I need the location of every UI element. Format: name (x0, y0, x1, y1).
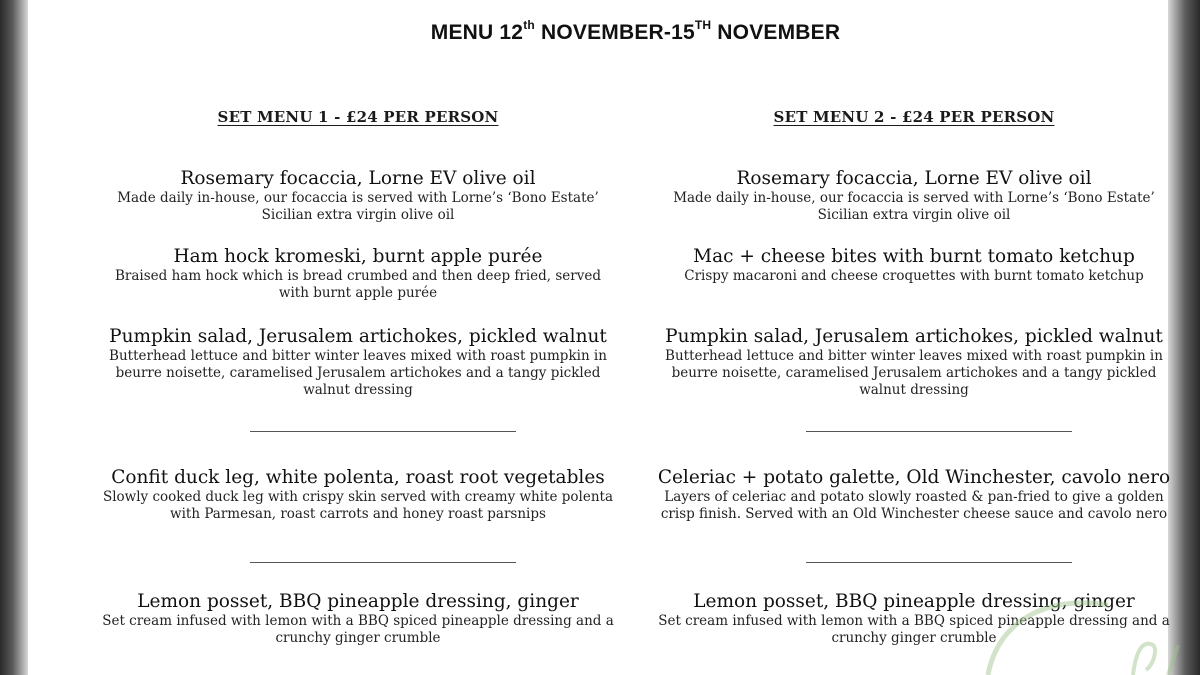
dish-name: Pumpkin salad, Jerusalem artichokes, pickled walnut (109, 326, 607, 347)
dish-name: Rosemary focaccia, Lorne EV olive oil (180, 168, 536, 189)
photo-edge-left (0, 0, 28, 675)
dish-description: Made daily in-house, our focaccia is served with Lorne’s ‘Bono Estate’ Sicilian extra virgin olive oil (117, 190, 599, 223)
course-divider (806, 562, 1072, 563)
set-menu-2-heading: SET MENU 2 - £24 PER PERSON (773, 108, 1055, 126)
dish-name: Ham hock kromeski, burnt apple purée (173, 246, 543, 267)
dish-description: Made daily in-house, our focaccia is served with Lorne’s ‘Bono Estate’ Sicilian extra virgin olive oil (673, 190, 1155, 223)
menu-page (28, 0, 1171, 675)
dish-name: Lemon posset, BBQ pineapple dressing, ginger (693, 591, 1135, 612)
dish-description: Braised ham hock which is bread crumbed and then deep fried, served with burnt apple purée (114, 268, 601, 301)
set-menu-1-heading: SET MENU 1 - £24 PER PERSON (217, 108, 499, 126)
dish-item (654, 168, 1174, 224)
dish-item (98, 467, 618, 523)
dish-description: Butterhead lettuce and bitter winter leaves mixed with roast pumpkin in beurre noisette, caramelised Jerusalem artichokes and a tangy pickled walnut dressing (665, 348, 1163, 398)
dish-item (98, 326, 618, 399)
course-divider (250, 562, 516, 563)
dish-item (654, 246, 1174, 285)
dish-item (98, 591, 618, 647)
dish-item (654, 326, 1174, 399)
dish-description: Layers of celeriac and potato slowly roasted & pan-fried to give a golden crisp finish. Served with an Old Winchester cheese sauce and cavolo nero (660, 489, 1168, 522)
dish-item (98, 168, 618, 224)
dish-description: Set cream infused with lemon with a BBQ spiced pineapple dressing and a crunchy ginger crumble (658, 613, 1170, 646)
dish-description: Butterhead lettuce and bitter winter leaves mixed with roast pumpkin in beurre noisette, caramelised Jerusalem artichokes and a tangy pickled walnut dressing (109, 348, 607, 398)
menu-title: MENU 12th NOVEMBER-15TH NOVEMBER (430, 18, 841, 44)
dish-name: Mac + cheese bites with burnt tomato ketchup (693, 246, 1135, 267)
watermark-logo-icon (968, 590, 1188, 675)
dish-description: Set cream infused with lemon with a BBQ spiced pineapple dressing and a crunchy ginger crumble (102, 613, 614, 646)
dish-name: Rosemary focaccia, Lorne EV olive oil (736, 168, 1092, 189)
dish-name: Celeriac + potato galette, Old Winchester, cavolo nero (657, 467, 1171, 488)
dish-item (98, 246, 618, 302)
dish-name: Confit duck leg, white polenta, roast root vegetables (111, 467, 605, 488)
dish-name: Lemon posset, BBQ pineapple dressing, ginger (137, 591, 579, 612)
dish-description: Crispy macaroni and cheese croquettes with burnt tomato ketchup (684, 268, 1144, 284)
course-divider (250, 431, 516, 432)
course-divider (806, 431, 1072, 432)
dish-name: Pumpkin salad, Jerusalem artichokes, pickled walnut (665, 326, 1163, 347)
dish-description: Slowly cooked duck leg with crispy skin served with creamy white polenta with Parmesan, roast carrots and honey roast parsnips (102, 489, 614, 522)
dish-item (654, 467, 1174, 523)
